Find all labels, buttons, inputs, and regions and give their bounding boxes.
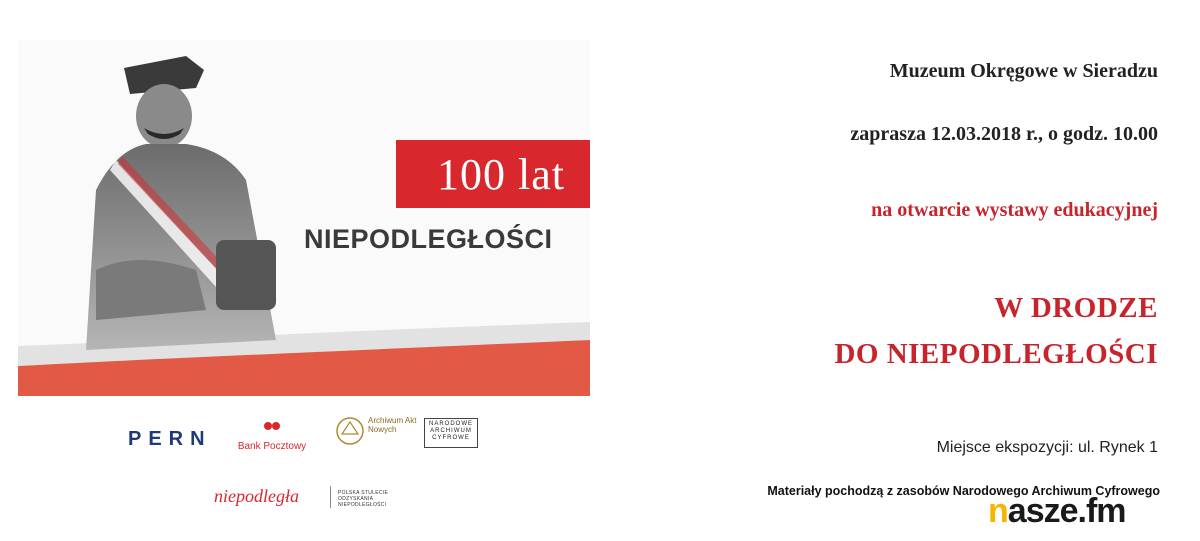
nasze-fm-watermark [988, 492, 1126, 531]
hundred-years-badge: 100 lat [396, 140, 590, 208]
archiwum-akt-nowych-logo [334, 414, 417, 454]
museum-name: Muzeum Okręgowe w Sieradzu [889, 60, 1158, 82]
narodowe-archiwum-cyfrowe-logo: NARODOWE ARCHIWUM CYFROWE [424, 418, 478, 448]
exhibition-location: Miejsce ekspozycji: ul. Rynek 1 [936, 439, 1158, 456]
exhibition-occasion: na otwarcie wystawy edukacyjnej [871, 199, 1158, 221]
bank-pocztowy-logo [232, 420, 312, 452]
niepodlegla-divider [330, 486, 331, 508]
niepodleglosci-subtitle: NIEPODLEGŁOŚCI [304, 224, 553, 254]
bank-pocztowy-icon [260, 420, 284, 434]
poster-right-panel [600, 0, 1200, 541]
exhibition-title-line2: DO NIEPODLEGŁOŚCI [834, 338, 1158, 370]
archiwum-label: Archiwum Akt Nowych [368, 416, 417, 434]
portrait-figure [76, 40, 336, 350]
watermark-part2: asze.fm [1007, 492, 1126, 530]
materials-source-note: Materiały pochodzą z zasobów Narodowego Archiwum Cyfrowego [767, 484, 1160, 498]
exhibition-title-line1: W DRODZE [994, 292, 1158, 324]
hero-image [18, 40, 590, 396]
niepodlegla-subtext: POLSKA STULECIE ODZYSKANIA NIEPODLEGŁOŚCI [338, 490, 389, 508]
watermark-part1: n [988, 492, 1008, 530]
pern-logo: PERN [128, 428, 212, 450]
invitation-date: zaprasza 12.03.2018 r., o godz. 10.00 [850, 123, 1158, 145]
bank-pocztowy-label: Bank Pocztowy [237, 441, 307, 452]
niepodlegla-logo: niepodległa [214, 486, 299, 506]
archiwum-seal-icon [334, 414, 366, 448]
